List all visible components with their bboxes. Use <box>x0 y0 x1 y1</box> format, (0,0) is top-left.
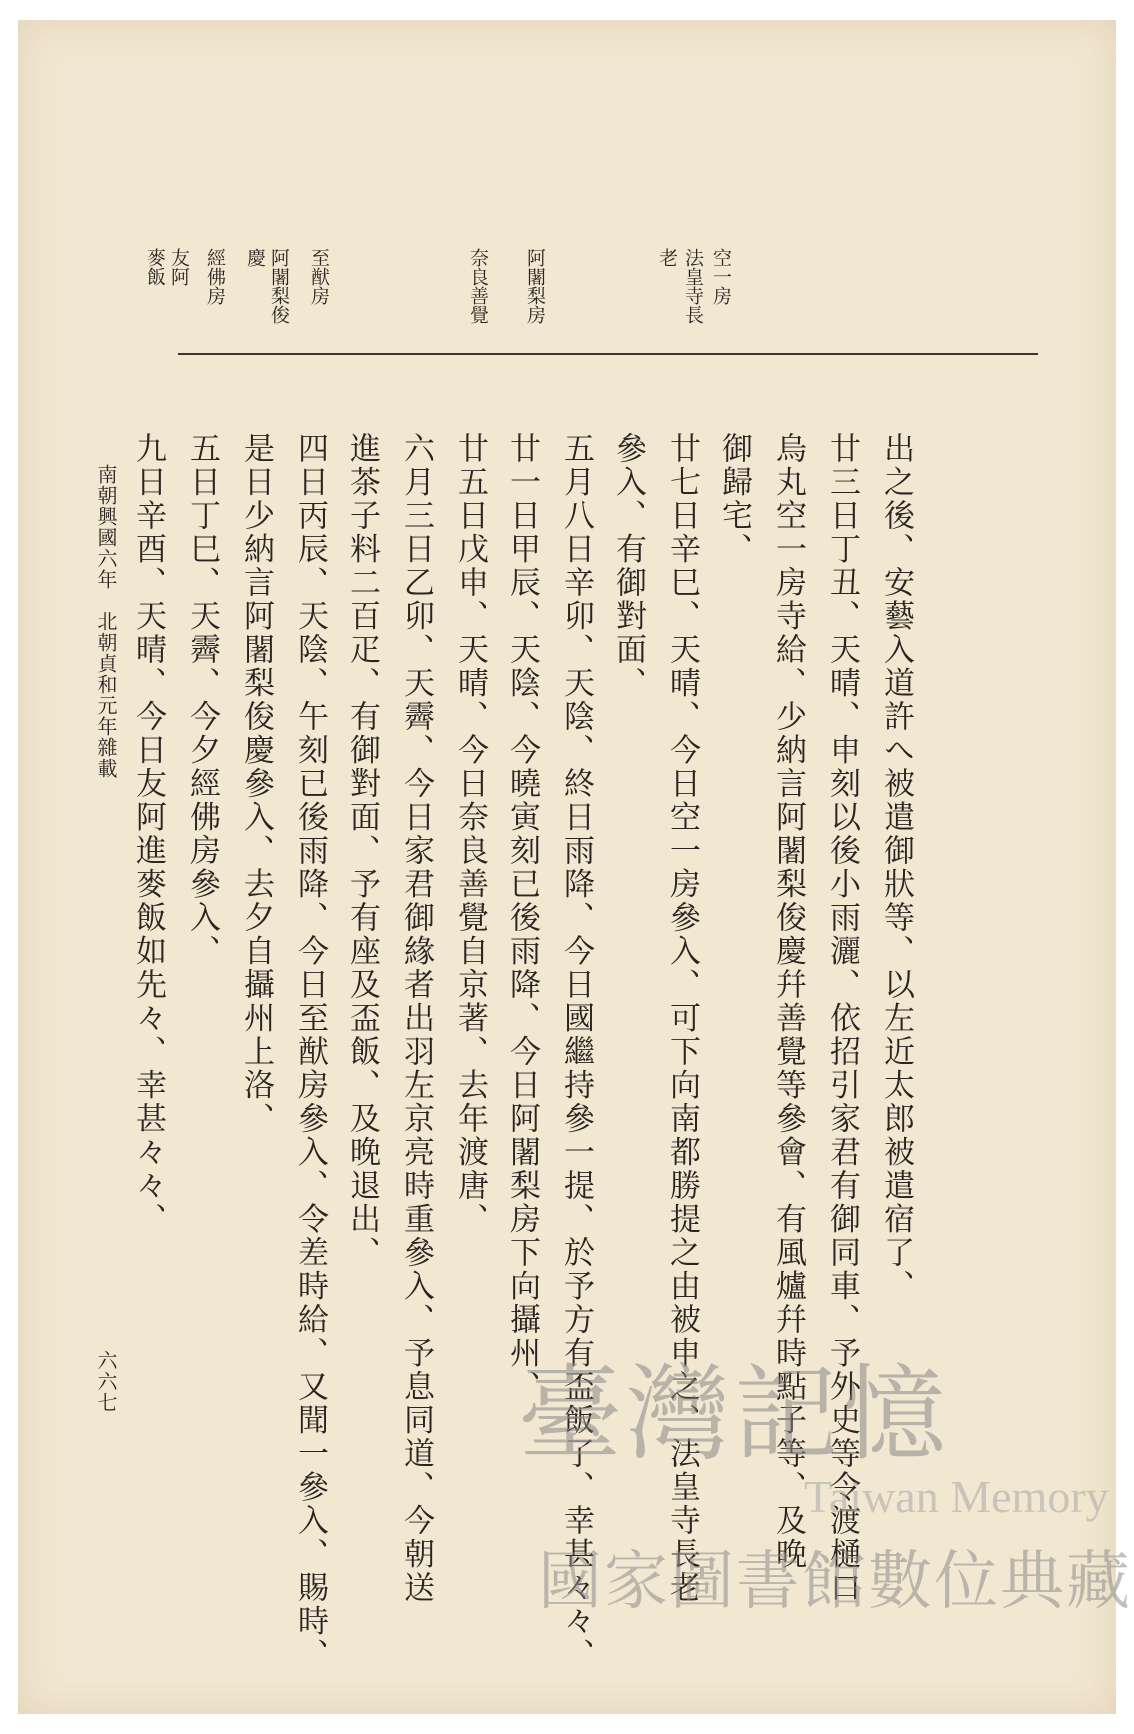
note-line: 空一房 <box>710 248 732 305</box>
body-line: 烏丸空一房寺給、少納言阿闍梨俊慶幷善覺等參會、有風爐幷時點子等、及晚 <box>770 432 806 1571</box>
note-line: 老 <box>656 248 678 267</box>
note-nara <box>467 248 489 324</box>
note-ajari-shun <box>268 248 290 324</box>
note-line: 慶 <box>244 248 266 267</box>
note-kuichibo <box>710 248 732 305</box>
horizontal-rule <box>178 353 1038 355</box>
note-line: 阿闍梨房 <box>524 248 546 324</box>
page-number: 六六七 <box>94 1350 118 1413</box>
running-header: 南朝興國六年 北朝貞和元年雜載 <box>94 464 118 779</box>
body-line: 是日少納言阿闍梨俊慶參入、去夕自攝州上洛、 <box>238 432 274 1136</box>
note-line: 經佛房 <box>204 248 226 305</box>
note-line: 麥飯 <box>144 248 166 286</box>
note-line: 友阿 <box>168 248 190 286</box>
body-line: 九日辛酉、天晴、今日友阿進麥飯如先々、幸甚々々、 <box>130 432 166 1236</box>
note-rou <box>656 248 678 267</box>
watermark-library: 國家圖書館數位典藏 <box>538 1545 1132 1619</box>
body-line: 廿五日戊申、天晴、今日奈良善覺自京著、去年渡唐、 <box>452 432 488 1236</box>
body-line: 進茶子料二百疋、有御對面、予有座及盃飯、及晚退出、 <box>344 432 380 1270</box>
body-line: 出之後、安藝入道許へ被遣御狀等、以左近太郎被遣宿了、 <box>878 432 914 1303</box>
body-line: 參入、有御對面、 <box>610 432 646 700</box>
note-kyoubutsu <box>204 248 226 305</box>
note-yuua <box>168 248 190 286</box>
document-page <box>18 20 1132 1714</box>
body-line: 廿七日辛巳、天晴、今日空一房參入、可下向南都勝提之由被申之、法皇寺長老 <box>664 432 700 1605</box>
note-line: 法皇寺長 <box>682 248 704 324</box>
body-line: 廿一日甲辰、天陰、今曉寅刻已後雨降、今日阿闍梨房下向攝州、 <box>504 432 540 1404</box>
note-mugimeshi <box>144 248 166 286</box>
body-line: 四日丙辰、天陰、午刻已後雨降、今日至猷房參入、令差時給、又聞一參入、賜時、 <box>292 432 328 1672</box>
note-line: 至猷房 <box>308 248 330 305</box>
body-line: 廿三日丁丑、天晴、申刻以後小雨灑、依招引家君有御同車、予外史等令渡樋口 <box>824 432 860 1605</box>
body-line: 御歸宅、 <box>716 432 752 566</box>
note-shiyuubo <box>308 248 330 305</box>
body-line: 五日丁巳、天霽、今夕經佛房參入、 <box>184 432 220 968</box>
note-line: 阿闍梨俊 <box>268 248 290 324</box>
watermark-chinese: 臺灣記憶 <box>518 1353 951 1475</box>
body-line: 六月三日乙卯、天霽、今日家君御緣者出羽左京亮時重參入、予息同道、今朝送 <box>398 432 434 1605</box>
body-line: 五月八日辛卯、天陰、終日雨降、今日國繼持參一提、於予方有盃飯了、幸甚々々、 <box>558 432 594 1672</box>
note-ajari <box>524 248 546 324</box>
note-line: 奈良善覺 <box>467 248 489 324</box>
note-hooji <box>682 248 704 324</box>
watermark-english: Taiwan Memory <box>804 1471 1109 1522</box>
note-kei <box>244 248 266 267</box>
